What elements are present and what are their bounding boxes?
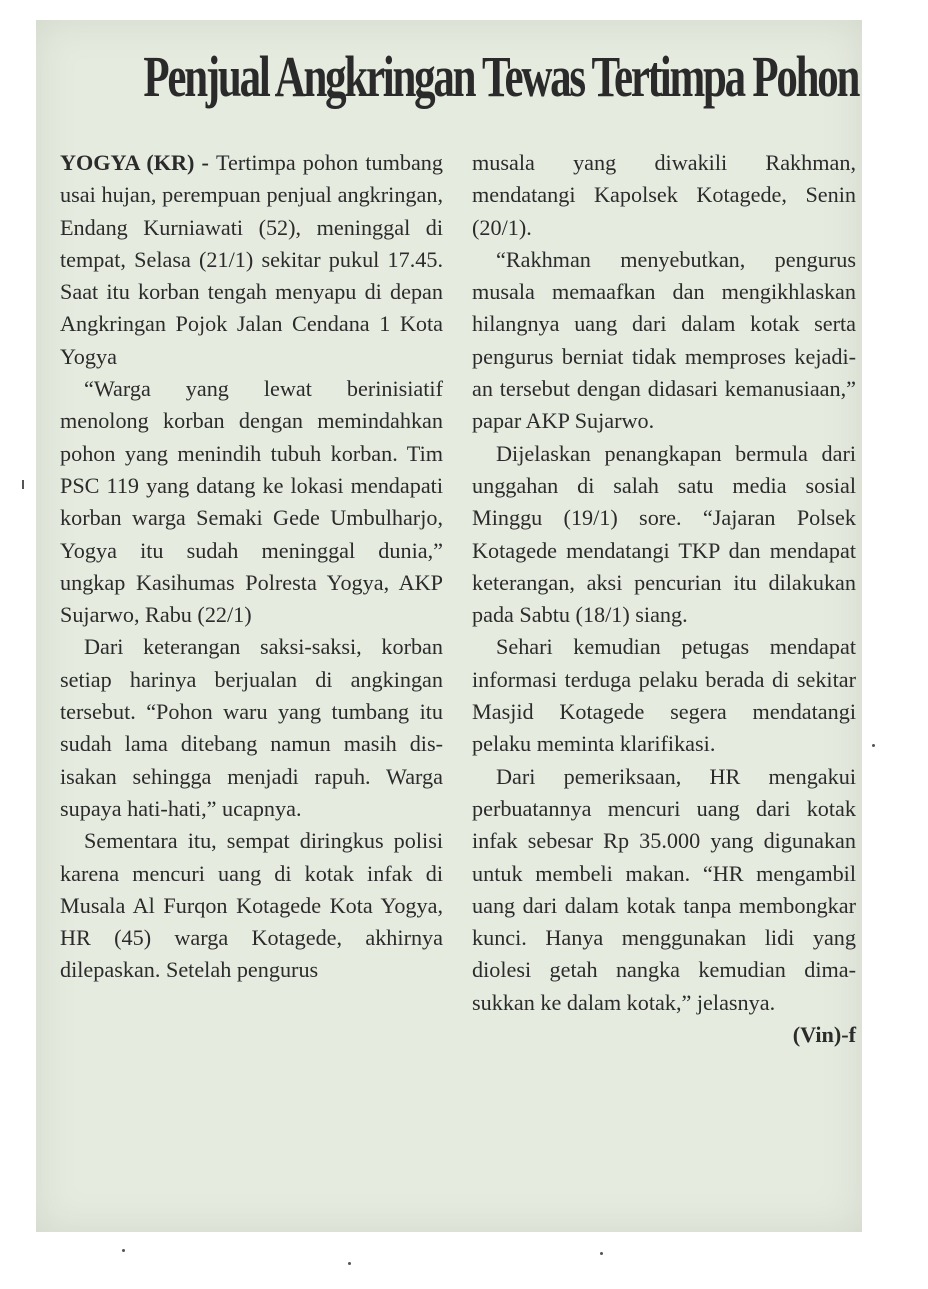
paragraph-9 [472,761,856,1048]
paragraph-6: “Rakhman menyebutkan, pengurus musala memaafkan dan mengikhlaskan hilangnya uang dari dalam kotak serta pengurus berniat tidak memproses kejadian tersebut dengan didasari kemanusiaan,” papar AKP Sujarwo. [472,246,856,434]
scan-speck [122,1249,125,1252]
scan-speck [348,1262,351,1265]
scan-speck [600,1252,603,1255]
paragraph-1 [60,147,443,373]
paragraph-4: Sementara itu, sempat diringkus polisi karena mencuri uang di kotak infak di Musala Al Furqon Kotagede Kota Yogya, HR (45) warga Kotagede, akhirnya dilepaskan. Setelah pengurus [60,828,443,983]
paragraph-5: musala yang diwakili Rakhman, mendatangi Kapolsek Kotagede, Senin (20/1). [472,150,856,240]
paragraph-7: Dijelaskan penangkapan bermula dari unggahan di salah satu media sosial Minggu (19/1) sore. “Jajaran Polsek Kotagede mendatangi TKP dan mendapat keterangan, aksi pencurian itu dilakukan pada Sabtu (18/1) siang. [472,440,856,628]
scan-speck [22,480,24,489]
paragraph-3: Dari keterangan saksi-saksi, korban setiap harinya berjualan di angkingan tersebut. “Pohon waru yang tumbang itu sudah lama ditebang namun masih disisakan sehingga menjadi rapuh. Warga supaya hati-hati,” ucapnya. [60,634,443,821]
article-column-right [472,147,856,1051]
paragraph-2: “Warga yang lewat berinisiatif menolong korban dengan memindahkan pohon yang menindih tubuh korban. Tim PSC 119 yang datang ke lokasi mendapati korban warga Semaki Gede Umbulharjo, Yogya itu sudah meninggal dunia,” ungkap Kasihumas Polresta Yogya, AKP Sujarwo, Rabu (22/1) [60,376,443,628]
paragraph-1-text: Tertimpa pohon tumbang usai hujan, perempuan penjual angkringan, Endang Kurniawati (52), meninggal di tempat, Selasa (21/1) sekitar pukul 17.45. Saat itu korban tengah menyapu di depan Angkringan Pojok Jalan Cendana 1 Kota Yogya [60,150,443,369]
paragraph-8: Sehari kemudian petugas mendapat informasi terduga pelaku berada di sekitar Masjid Kotagede segera mendatangi pelaku meminta klarifikasi. [472,634,856,757]
article-column-left [60,147,443,987]
dateline: YOGYA (KR) - [60,150,216,175]
scan-speck [872,744,875,747]
headline: Penjual Angkringan Tewas Tertimpa Pohon [143,44,859,109]
author-signoff: (Vin)-f [792,1022,856,1048]
paragraph-9-text: Dari pemeriksaan, HR mengakui perbuatannya mencuri uang dari kotak infak sebesar Rp 35.000 yang digunakan untuk membeli makan. “HR mengambil uang dari dalam kotak tanpa membongkar kunci. Hanya menggunakan lidi yang diolesi getah nangka kemudian dimasukkan ke dalam kotak,” jelasnya. [472,763,856,1015]
